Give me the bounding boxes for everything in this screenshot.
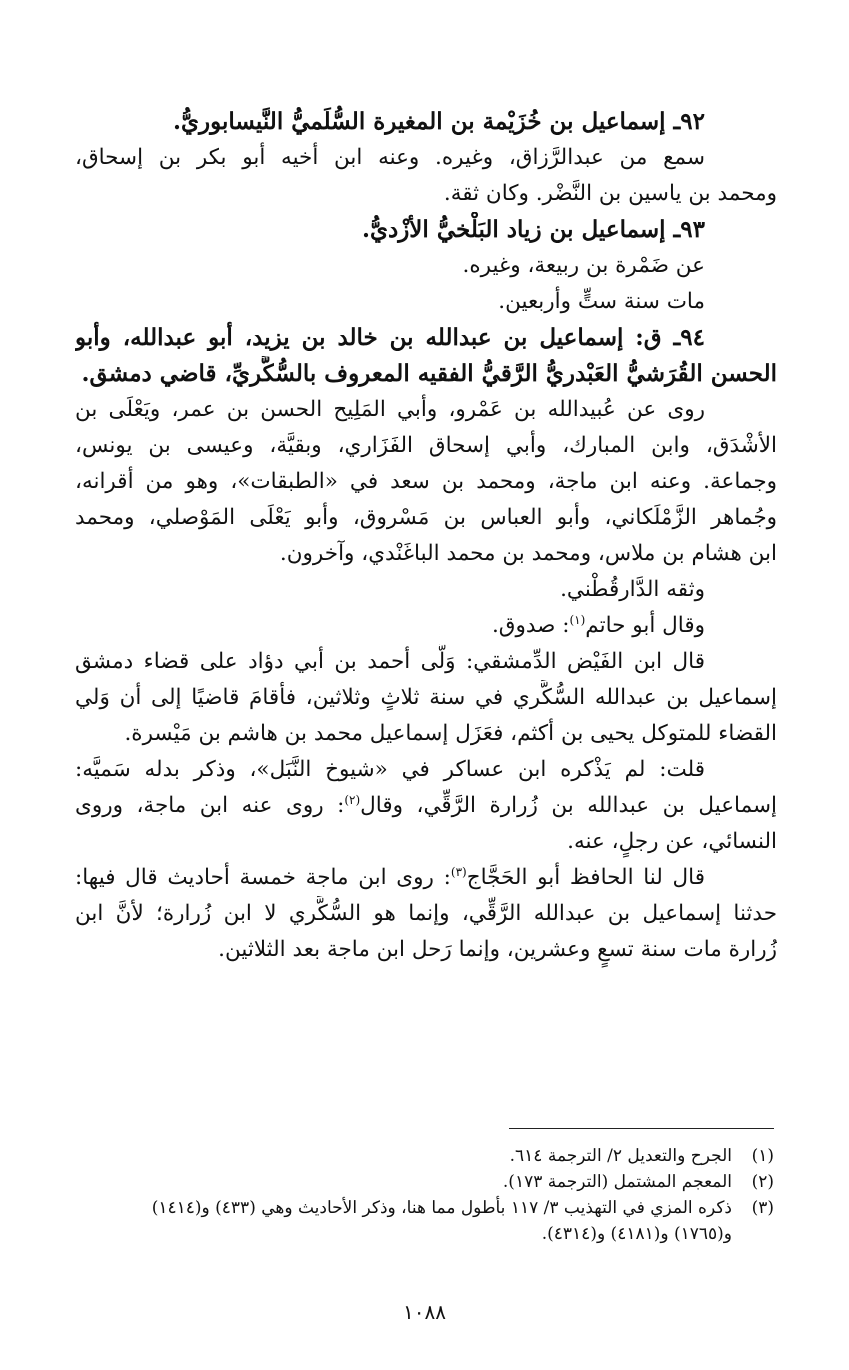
line-text: : روى ابن ماجة خمسة أحاديث قال فيها: bbox=[75, 865, 451, 890]
body-line: النسائي، عن رجلٍ، عنه. bbox=[567, 829, 777, 854]
footnote-marker[interactable]: (١) bbox=[569, 612, 586, 627]
body-line: وجُماهر الزَّمْلَكاني، وأبو العباس بن مَسْروق، وأبو يَعْلَى المَوْصلي، ومحمد bbox=[75, 505, 777, 530]
body-line: زُرارة مات سنة تسعٍ وعشرين، وإنما رَحل ابن ماجة بعد الثلاثين. bbox=[218, 937, 777, 962]
footnotes bbox=[60, 1143, 774, 1247]
body-line: حدثنا إسماعيل بن عبدالله الرَّقِّي، وإنما هو السُّكَّري لا ابن زُرارة؛ لأنَّ ابن bbox=[75, 901, 777, 926]
footnote bbox=[60, 1143, 774, 1169]
body-line bbox=[75, 608, 777, 644]
body-line: القضاء للمتوكل يحيى بن أكثم، فعَزَل إسماعيل محمد بن هاشم بن مَيْسرة. bbox=[124, 721, 777, 746]
footnote bbox=[60, 1169, 774, 1195]
body-line bbox=[75, 860, 777, 896]
footnote-number: (٢) bbox=[751, 1172, 774, 1192]
line-text: قال لنا الحافظ أبو الحَجَّاج bbox=[466, 865, 706, 890]
footnote-divider bbox=[509, 1128, 774, 1129]
body-line: عن ضَمْرة بن ربيعة، وغيره. bbox=[462, 253, 705, 278]
footnote-text: ذكره المزي في التهذيب ٣/ ١١٧ بأطول مما هنا، وذكر الأحاديث وهي (٤٣٣) و(١٤١٤) bbox=[151, 1198, 732, 1218]
entry-heading: الحسن القُرَشيُّ العَبْدريُّ الرَّقيُّ الفقيه المعروف بالسُّكَّريِّ، قاضي دمشق. bbox=[81, 360, 777, 387]
footnote-marker[interactable]: (٣) bbox=[450, 864, 467, 879]
line-text: وقال أبو حاتم bbox=[585, 613, 705, 638]
entry-heading: ٩٣ـ إسماعيل بن زياد البَلْخيُّ الأزْديُّ. bbox=[361, 216, 705, 243]
body-line: إسماعيل بن عبدالله السُّكَّري في سنة ثلاثٍ وثلاثين، فأقامَ قاضيًا إلى أن وَلي bbox=[75, 685, 777, 710]
footnote-marker[interactable]: (٢) bbox=[344, 792, 361, 807]
footnote-number: (٣) bbox=[751, 1198, 774, 1218]
body-line bbox=[75, 788, 777, 824]
biography-entry bbox=[75, 212, 777, 320]
body-line: مات سنة ستٍّ وأربعين. bbox=[498, 289, 705, 314]
footnote-text: المعجم المشتمل (الترجمة ١٧٣). bbox=[502, 1172, 732, 1192]
biography-entry bbox=[75, 104, 777, 212]
biography-entry bbox=[75, 320, 777, 968]
biography-entries bbox=[75, 104, 777, 968]
body-line: ابن هشام بن ملاس، ومحمد بن محمد الباغَنْدي، وآخرون. bbox=[279, 541, 777, 566]
page-number: ١٠٨٨ bbox=[403, 1300, 446, 1324]
body-line: قلت: لم يَذْكره ابن عساكر في «شيوخ النَّبَل»، وذكر بدله سَميَّه: bbox=[75, 757, 705, 782]
footnote-continuation: و(١٧٦٥) و(٤١٨١) و(٤٣١٤). bbox=[541, 1224, 732, 1244]
entry-heading: ٩٢ـ إسماعيل بن خُزَيْمة بن المغيرة السُّلَميُّ النَّيسابوريُّ. bbox=[173, 108, 705, 135]
body-line: روى عن عُبيدالله بن عَمْرو، وأبي المَلِيح الحسن بن عمر، ويَعْلَى بن bbox=[75, 397, 705, 422]
body-line: وجماعة. وعنه ابن ماجة، ومحمد بن سعد في «الطبقات»، وهو من أقرانه، bbox=[75, 469, 777, 494]
body-line: سمع من عبدالرَّزاق، وغيره. وعنه ابن أخيه أبو بكر بن إسحاق، bbox=[75, 145, 705, 170]
line-text: : صدوق. bbox=[491, 613, 570, 638]
footnote bbox=[60, 1195, 774, 1221]
line-text: : روى عنه ابن ماجة، وروى bbox=[75, 793, 345, 818]
body-line: ومحمد بن ياسين بن النَّضْر. وكان ثقة. bbox=[443, 181, 777, 206]
line-text: إسماعيل بن عبدالله بن زُرارة الرَّقِّي، وقال bbox=[360, 793, 777, 818]
body-line: وثقه الدَّارقُطْني. bbox=[560, 577, 705, 602]
body-line: الأشْدَق، وابن المبارك، وأبي إسحاق الفَزَاري، وبقيَّة، وعيسى بن يونس، bbox=[75, 433, 777, 458]
footnote-number: (١) bbox=[751, 1146, 774, 1166]
footnote-text: الجرح والتعديل ٢/ الترجمة ٦١٤. bbox=[509, 1146, 732, 1166]
body-line: قال ابن الفَيْض الدِّمشقي: وَلَّى أحمد بن أبي دؤاد على قضاء دمشق bbox=[75, 649, 705, 674]
entry-heading: ٩٤ـ ق: إسماعيل بن عبدالله بن خالد بن يزيد، أبو عبدالله، وأبو bbox=[75, 324, 705, 351]
